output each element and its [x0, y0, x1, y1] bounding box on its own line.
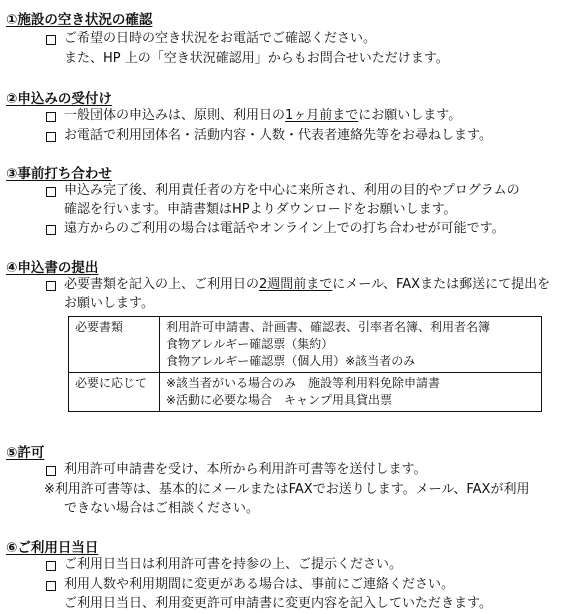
permit-item-1: 利用許可申請書を受け、本所から利用許可書等を送付します。 — [64, 462, 427, 477]
table-row — [69, 317, 542, 373]
section-title-permit: ⑤許可 — [6, 445, 45, 461]
meeting-item-2: 遠方からのご利用の場合は電話やオンライン上での打ち合わせが可能です。 — [64, 221, 505, 236]
permit-note-line-1: ※利用許可書等は、基本的にメールまたはFAXでお送りします。メール、FAXが利用 — [44, 482, 530, 497]
submission-line-1-pre: 必要書類を記入の上、ご利用日の — [64, 277, 260, 292]
checkbox-icon — [46, 112, 56, 122]
day-of-use-item-2-line-2: ご利用日当日、利用変更許可申請書に変更内容を記入していただきます。 — [64, 596, 492, 611]
table-head-as-needed: 必要に応じて — [69, 373, 160, 412]
availability-line-1: ご希望の日時の空き状況をお電話でご確認ください。 — [64, 31, 377, 46]
checkbox-icon — [46, 281, 56, 291]
checkbox-icon — [46, 132, 56, 142]
section-title-submission: ④申込書の提出 — [6, 260, 99, 276]
meeting-line-1: 申込み完了後、利用責任者の方を中心に来所され、利用の目的やプログラムの — [64, 183, 520, 198]
section-title-application: ②申込みの受付け — [6, 91, 112, 107]
table-cell-as-needed — [160, 373, 542, 412]
availability-line-2: また、HP 上の「空き状況確認用」からもお問合せいただけます。 — [64, 51, 449, 66]
checkbox-icon — [46, 35, 56, 45]
required-doc-2: 食物アレルギー確認票（集約） — [166, 337, 334, 351]
submission-line-1-post: にメール、FAXまたは郵送にて提出を — [332, 277, 551, 292]
application-item-1-post: にお願いします。 — [358, 108, 462, 123]
checkbox-icon — [46, 561, 56, 571]
section-title-day-of-use: ⑥ご利用日当日 — [6, 540, 99, 556]
checkbox-icon — [46, 466, 56, 476]
section-title-meeting: ③事前打ち合わせ — [6, 166, 112, 182]
application-item-2: お電話で利用団体名・活動内容・人数・代表者連絡先等をお尋ねします。 — [64, 128, 492, 143]
as-needed-doc-2: ※活動に必要な場合 キャンプ用具貸出票 — [166, 393, 393, 407]
table-row — [69, 373, 542, 412]
day-of-use-item-2-line-1: 利用人数や利用期間に変更がある場合は、事前にご連絡ください。 — [64, 577, 455, 592]
checkbox-icon — [46, 581, 56, 591]
day-of-use-item-1: ご利用日当日は利用許可書を持参の上、ご提示ください。 — [64, 557, 403, 572]
permit-note-line-2: できない場合はご相談ください。 — [64, 501, 260, 516]
checkbox-icon — [46, 187, 56, 197]
section-title-availability: ①施設の空き状況の確認 — [6, 12, 153, 28]
application-item-1 — [64, 107, 461, 125]
application-deadline: 1ヶ月前まで — [285, 108, 359, 123]
checkbox-icon — [46, 225, 56, 235]
required-doc-1: 利用許可申請書、計画書、確認表、引率者名簿、利用者名簿 — [166, 320, 491, 334]
meeting-line-2: 確認を行います。申請書類はHPよりダウンロードをお願いします。 — [64, 202, 457, 217]
required-documents-table — [68, 316, 542, 412]
application-item-1-pre: 一般団体の申込みは、原則、利用日の — [64, 108, 286, 123]
table-head-required: 必要書類 — [69, 317, 160, 373]
required-doc-3: 食物アレルギー確認票（個人用）※該当者のみ — [166, 354, 416, 368]
submission-line-2: お願いします。 — [64, 296, 154, 311]
table-cell-required — [160, 317, 542, 373]
submission-deadline: 2週間前まで — [259, 277, 333, 292]
submission-line-1 — [64, 276, 550, 294]
as-needed-doc-1: ※該当者がいる場合のみ 施設等利用料免除申請書 — [166, 376, 441, 390]
